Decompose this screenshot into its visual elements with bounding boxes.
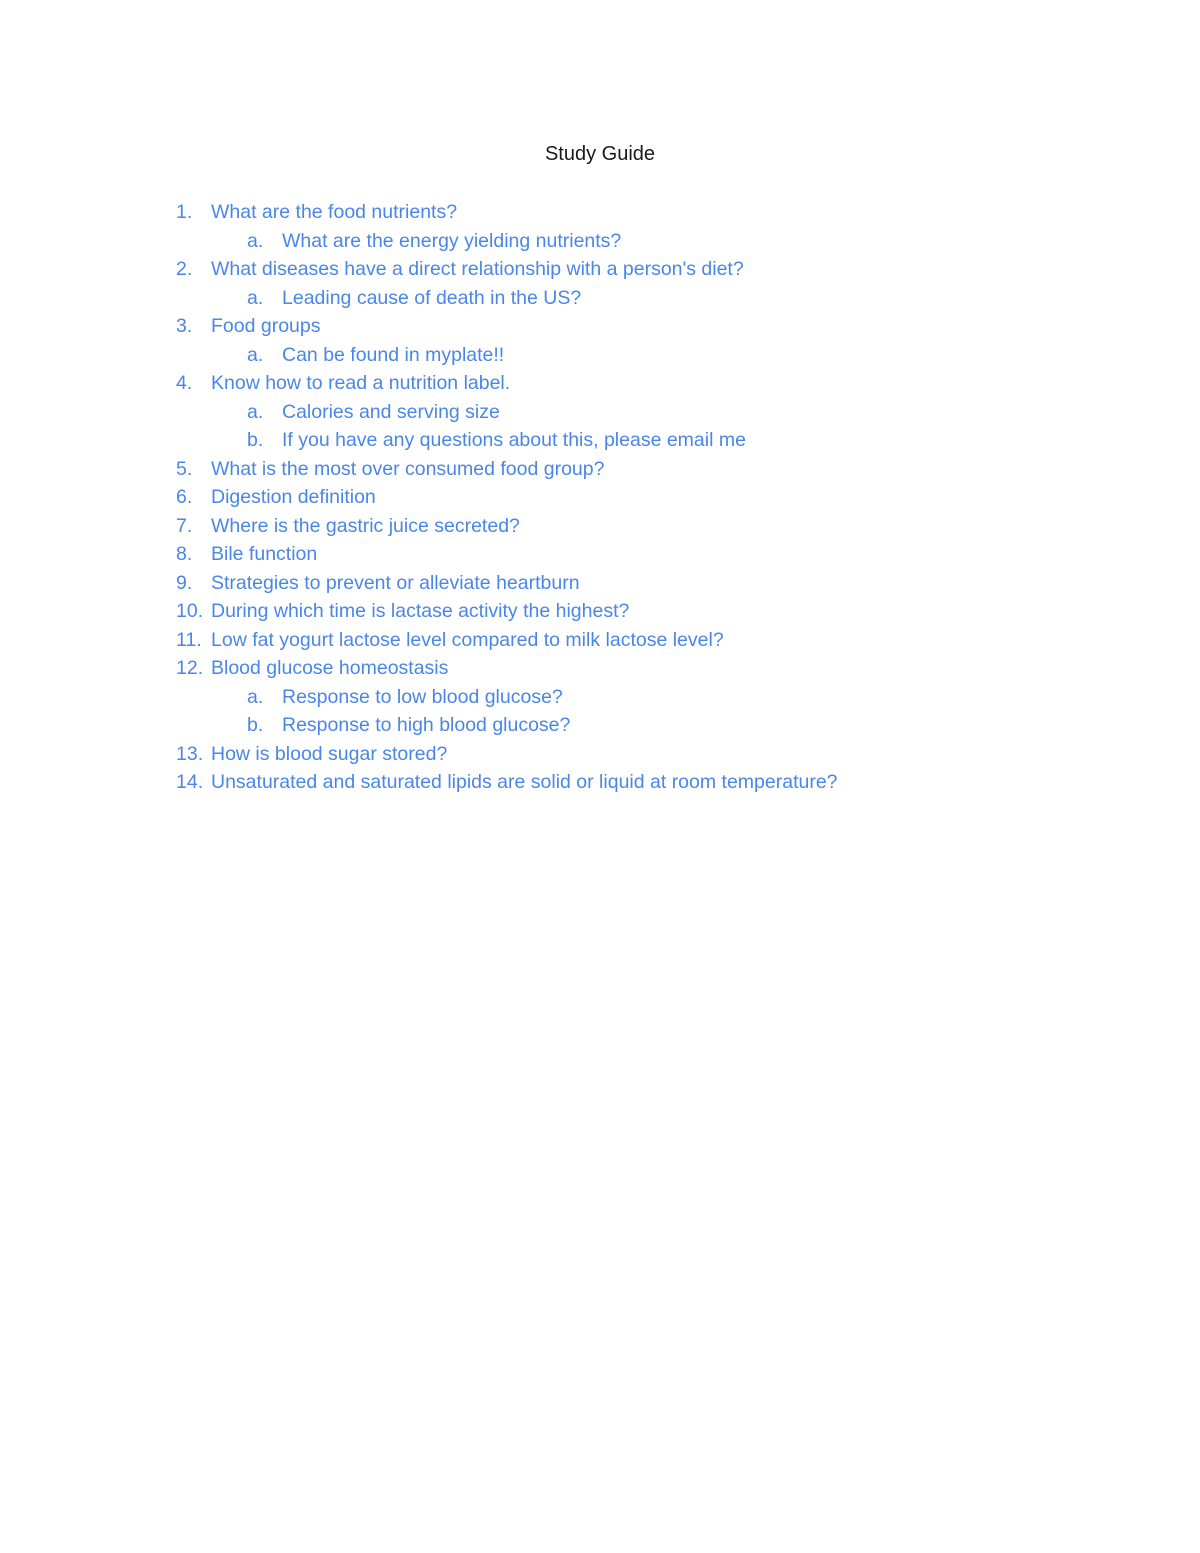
list-item bbox=[0, 369, 1200, 398]
list-item bbox=[0, 654, 1200, 683]
sub-list-item bbox=[0, 227, 1200, 256]
list-number: 9. bbox=[176, 571, 193, 594]
list-item bbox=[0, 569, 1200, 598]
list-item-text: How is blood sugar stored? bbox=[211, 742, 448, 765]
list-item-text: What diseases have a direct relationship with a person's diet? bbox=[211, 258, 744, 280]
list-item bbox=[0, 512, 1200, 541]
list-item-text: Know how to read a nutrition label. bbox=[211, 372, 511, 394]
list-item bbox=[0, 740, 1200, 769]
list-item bbox=[0, 483, 1200, 512]
list-item bbox=[0, 597, 1200, 626]
sub-list-item-text: Response to high blood glucose? bbox=[282, 714, 571, 736]
sub-list-item-text: Response to low blood glucose? bbox=[282, 685, 563, 708]
sub-list-item-text: Calories and serving size bbox=[282, 400, 500, 423]
list-item-text: Bile function bbox=[211, 543, 318, 565]
sub-list-item-text: If you have any questions about this, please email me bbox=[282, 429, 746, 451]
sub-list-item-text: Can be found in myplate!! bbox=[282, 343, 505, 366]
list-item bbox=[0, 312, 1200, 341]
list-number: 4. bbox=[176, 372, 193, 394]
sub-list-letter: a. bbox=[247, 229, 264, 252]
sub-list-letter: a. bbox=[247, 685, 264, 708]
list-number: 3. bbox=[176, 315, 193, 337]
list-item-text: Food groups bbox=[211, 315, 321, 337]
list-item-text: Low fat yogurt lactose level compared to milk lactose level? bbox=[211, 628, 724, 651]
list-item-text: Strategies to prevent or alleviate heartburn bbox=[211, 571, 580, 594]
sub-list-item-text: Leading cause of death in the US? bbox=[282, 286, 582, 309]
list-number: 2. bbox=[176, 258, 193, 280]
list-item bbox=[0, 198, 1200, 227]
sub-list-item bbox=[0, 711, 1200, 740]
list-number: 13. bbox=[176, 742, 204, 765]
sub-list-item bbox=[0, 398, 1200, 427]
sub-list-letter: b. bbox=[247, 714, 264, 736]
list-item-text: During which time is lactase activity the highest? bbox=[211, 600, 630, 622]
list-number: 12. bbox=[176, 657, 204, 679]
list-number: 6. bbox=[176, 486, 193, 508]
sub-list-item bbox=[0, 284, 1200, 313]
list-item-text: What are the food nutrients? bbox=[211, 201, 458, 223]
list-item-text: Where is the gastric juice secreted? bbox=[211, 514, 520, 537]
sub-list-item-text: What are the energy yielding nutrients? bbox=[282, 229, 622, 252]
list-item-text: Digestion definition bbox=[211, 486, 376, 508]
sub-list-item bbox=[0, 683, 1200, 712]
sub-list-letter: a. bbox=[247, 343, 264, 366]
list-item bbox=[0, 455, 1200, 484]
study-question-list bbox=[0, 198, 1200, 797]
sub-list-letter: b. bbox=[247, 429, 264, 451]
list-item bbox=[0, 768, 1200, 797]
list-item-text: Blood glucose homeostasis bbox=[211, 657, 449, 679]
list-number: 11. bbox=[176, 628, 202, 651]
sub-list-letter: a. bbox=[247, 286, 264, 309]
sub-list-item bbox=[0, 341, 1200, 370]
list-number: 1. bbox=[176, 201, 193, 223]
list-number: 8. bbox=[176, 543, 193, 565]
list-item-text: Unsaturated and saturated lipids are solid or liquid at room temperature? bbox=[211, 771, 838, 793]
sub-list-item bbox=[0, 426, 1200, 455]
page-title: Study Guide bbox=[544, 143, 656, 165]
list-item bbox=[0, 255, 1200, 284]
list-item bbox=[0, 626, 1200, 655]
sub-list-letter: a. bbox=[247, 400, 264, 423]
list-number: 5. bbox=[176, 457, 193, 480]
list-number: 10. bbox=[176, 600, 204, 622]
list-number: 14. bbox=[176, 771, 204, 793]
list-number: 7. bbox=[176, 514, 193, 537]
list-item bbox=[0, 540, 1200, 569]
list-item-text: What is the most over consumed food group? bbox=[211, 457, 605, 480]
